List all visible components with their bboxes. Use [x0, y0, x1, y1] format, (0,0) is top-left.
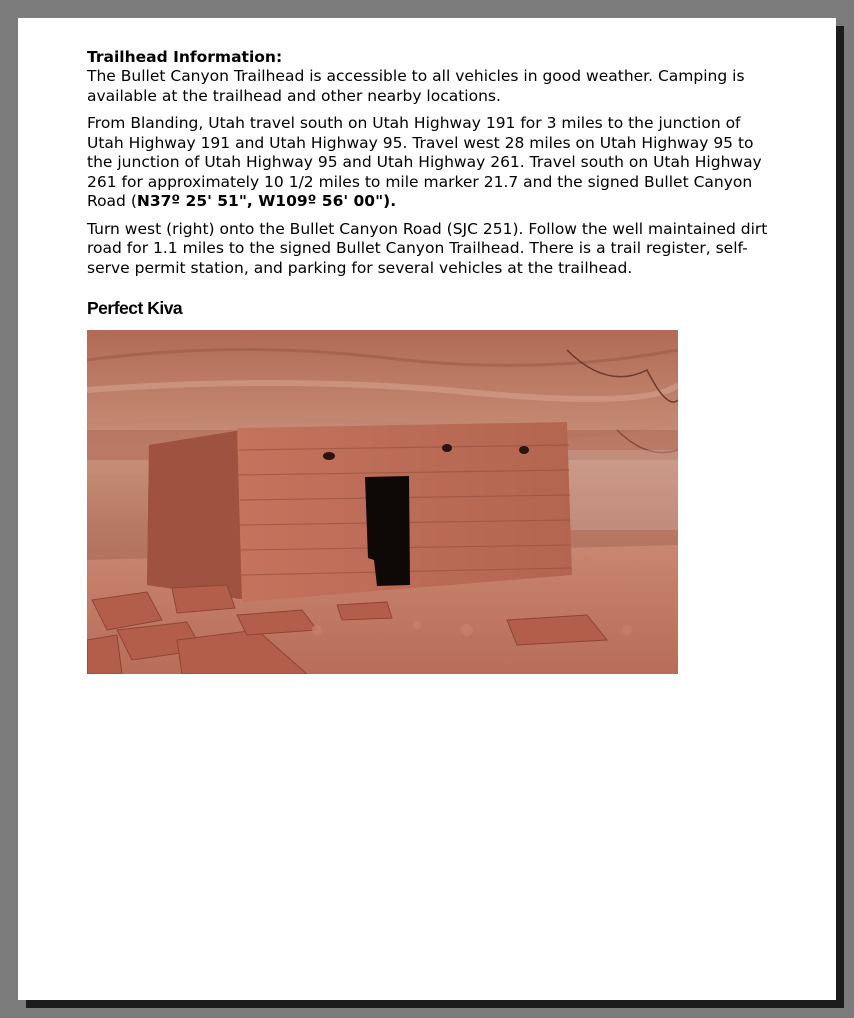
trailhead-coordinates: N37º 25' 51", W109º 56' 00").: [136, 192, 397, 210]
directions-text: From Blanding, Utah travel south on Utah Highway 191 for 3 miles to the junction of Utah Highway 191 and Utah Highway 95. Travel west 28 miles on Utah Highway 95 to the junction of Utah Highway 95 and Utah Highway 261. Travel south on Utah Highway 261 for approximately 10 1/2 miles to mile marker 21.7 and the signed Bullet Canyon Road (: [87, 114, 762, 210]
perfect-kiva-heading: Perfect Kiva: [87, 298, 183, 318]
trailhead-info-title: Trailhead Information:: [87, 48, 283, 66]
turn-paragraph: Turn west (right) onto the Bullet Canyon Road (SJC 251). Follow the well maintained dirt road for 1.1 miles to the signed Bullet Canyon Trailhead. There is a trail register, self-serve permit station, and parking for several vehicles at the trailhead.: [87, 219, 768, 277]
document-content: [87, 48, 777, 674]
document-page: [18, 18, 836, 1000]
trailhead-intro-paragraph: The Bullet Canyon Trailhead is accessible to all vehicles in good weather. Camping is available at the trailhead and other nearby locations.: [87, 67, 745, 105]
perfect-kiva-photo: [87, 330, 678, 674]
directions-paragraph: [87, 114, 777, 212]
